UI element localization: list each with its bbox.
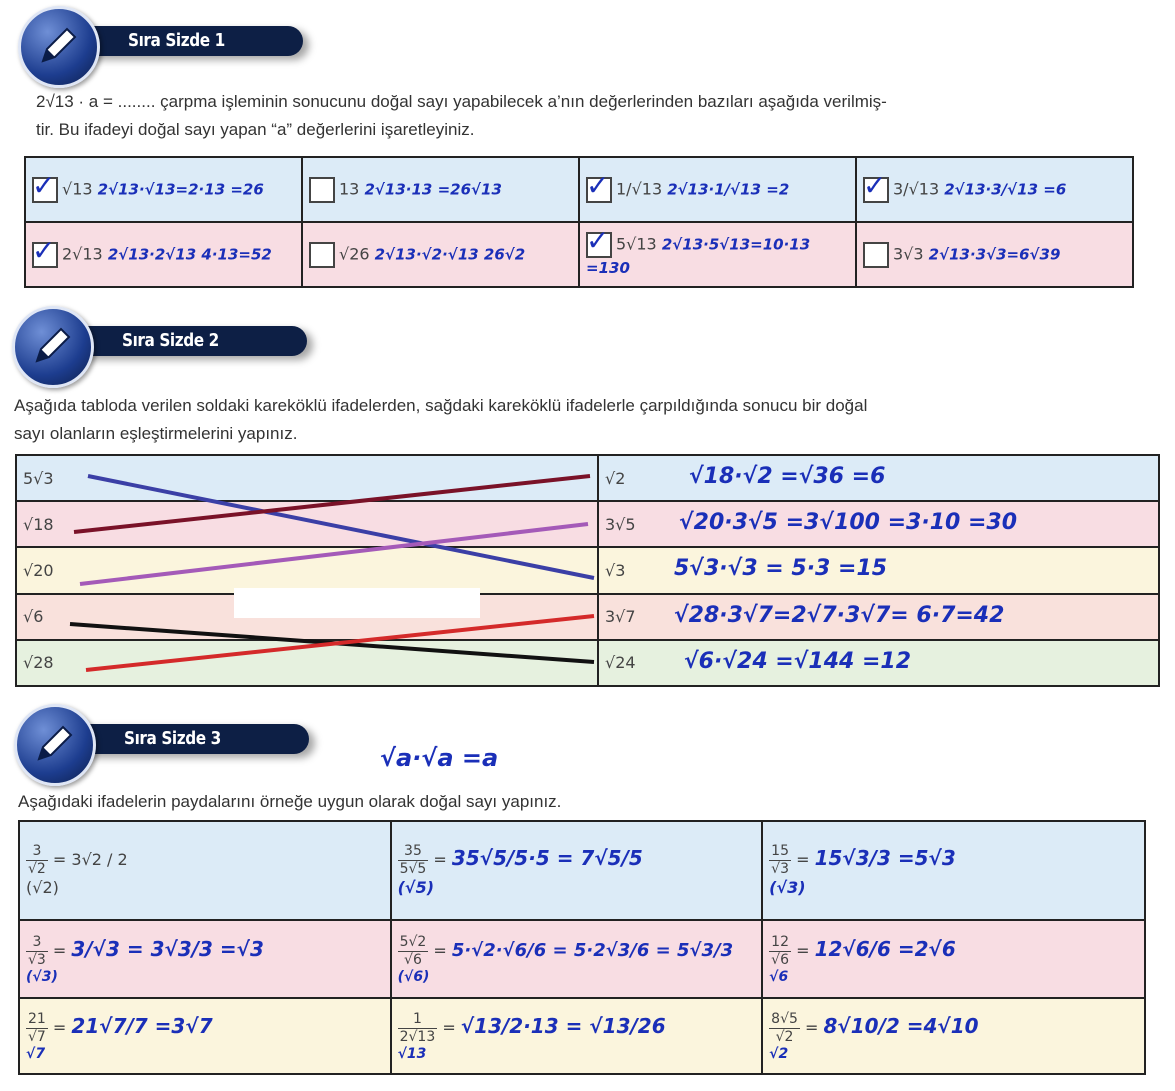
right-label: 3√5 [605,514,636,534]
fraction-cell: $\frac{1}{2√13}$ = √13/2·13 = √13/26 √13 [391,998,763,1074]
multiplier: √2 [769,1045,789,1062]
right-item [598,455,1159,501]
option-cell[interactable] [579,157,856,222]
section-badge-2 [12,320,312,362]
option-label: 2√13 [62,244,103,263]
multiplier: (√5) [397,878,435,898]
numerator: 3 [26,843,48,861]
handwritten-work: 12√6/6 =2√6 [814,936,956,961]
example-result: 3√2 / 2 [71,850,128,870]
option-label: 13 [339,179,360,198]
handwritten-work: 8√10/2 =4√10 [823,1013,979,1038]
option-cell[interactable] [856,222,1133,287]
right-label: √2 [605,468,626,488]
option-label: 3/√13 [893,179,940,198]
fraction-cell: $\frac{8√5}{√2}$ = 8√10/2 =4√10 √2 [762,998,1145,1074]
right-item [598,501,1159,547]
denominator: 2√13 [399,1028,436,1045]
denominator: √6 [404,951,422,968]
right-item [598,547,1159,593]
handwritten-work: √20·3√5 =3√100 =3·10 =30 [679,510,1018,536]
left-label: 5√3 [23,468,54,488]
left-item [16,547,598,593]
fraction-cell: $\frac{15}{√3}$ = 15√3/3 =5√3 (√3) [762,821,1145,920]
handwritten-work: 2√13·2√13 4·13=52 [107,245,272,263]
handwritten-work: 2√13·13 =26√13 [364,180,502,198]
numerator: 1 [398,1011,438,1029]
section2-text-line2: sayı olanların eşleştirmelerini yapınız. [14,424,298,443]
section3-text: Aşağıdaki ifadelerin paydalarını örneğe uygun olarak doğal sayı yapınız. [18,792,562,811]
pencil-icon [14,704,96,786]
option-label: √26 [339,244,370,263]
numerator: 35 [398,843,429,861]
option-label: 5√13 [616,234,657,254]
handwritten-work: 2√13·3/√13 =6 [944,180,1067,198]
option-label: √13 [62,179,93,198]
section2-table [15,454,1160,687]
left-label: √18 [23,514,54,534]
handwritten-work: 35√5/5·5 = 7√5/5 [451,846,643,871]
pencil-icon [12,306,94,388]
fraction-cell: $\frac{5√2}{√6}$ = 5·√2·√6/6 = 5·2√3/6 = 5√3/3 (√6) [391,920,763,999]
option-cell[interactable] [579,222,856,287]
multiplier: √6 [769,968,789,985]
section3-table [18,820,1146,1075]
option-cell[interactable] [302,157,579,222]
checkbox[interactable]: ✓ [32,242,58,268]
handwritten-work: 15√3/3 =5√3 [814,846,956,871]
right-item [598,594,1159,640]
option-cell[interactable] [302,222,579,287]
fraction-cell: $\frac{35}{5√5}$ = 35√5/5·5 = 7√5/5 (√5) [391,821,763,920]
handwritten-work: 2√13·√2·√13 26√2 [374,245,526,263]
pencil-icon [18,6,100,88]
denominator: √3 [771,861,789,878]
checkbox[interactable]: ✓ [586,177,612,203]
handwritten-work: √13/2·13 = √13/26 [460,1013,666,1038]
right-label: 3√7 [605,607,636,627]
option-cell[interactable] [25,157,302,222]
section1-text-line2: tir. Bu ifadeyi doğal sayı yapan “a” değerlerini işaretleyiniz. [36,120,475,139]
handwritten-work: 2√13·√13=2·13 =26 [97,180,264,198]
section1-instructions [36,88,1156,144]
denominator: √7 [28,1028,46,1045]
section1-table [24,156,1134,288]
right-label: √3 [605,560,626,580]
fraction-cell: $\frac{3}{√3}$ = 3/√3 = 3√3/3 =√3 (√3) [19,920,391,999]
badge-title: Sıra Sizde 1 [128,30,225,51]
left-item [16,640,598,686]
section2-text-line1: Aşağıda tabloda verilen soldaki kareköklü ifadelerden, sağdaki kareköklü ifadelerle çarpıldığında sonucu bir doğal [14,396,868,415]
left-item [16,455,598,501]
denominator: √3 [28,951,46,968]
checkbox[interactable]: ✓ [863,177,889,203]
section1-text-line1: 2√13 · a = ........ çarpma işleminin sonucunu doğal sayı yapabilecek a’nın değerlerinden bazıları aşağıda verilmiş- [36,92,887,111]
numerator: 15 [771,843,789,860]
option-cell[interactable] [25,222,302,287]
multiplier: (√6) [397,968,430,985]
left-label: √20 [23,560,54,580]
handwritten-work: 5√3·√3 = 5·3 =15 [674,556,888,582]
section-badge-3 [14,718,314,760]
handwritten-work: 21√7/7 =3√7 [71,1013,213,1038]
left-label: √6 [23,607,44,627]
section2-instructions [14,392,1164,448]
denominator: √2 [775,1028,794,1045]
multiplier: (√3) [769,878,806,898]
multiplier: √7 [26,1045,46,1062]
whiteout-patch [234,588,480,618]
option-label: 3√3 [893,244,924,263]
numerator: 5√2 [399,933,427,950]
handwritten-note: √a·√a =a [380,744,499,772]
handwritten-work: √18·√2 =√36 =6 [689,464,886,489]
multiplier: (√2) [26,878,59,898]
handwritten-work: 2√13·3√3=6√39 [928,245,1061,263]
left-item [16,501,598,547]
fraction-cell: $\frac{12}{√6}$ = 12√6/6 =2√6 √6 [762,920,1145,999]
right-label: √24 [605,653,636,673]
option-cell[interactable] [856,157,1133,222]
numerator: 21 [28,1010,46,1027]
multiplier: √13 [397,1045,427,1062]
fraction-cell: $\frac{21}{√7}$ = 21√7/7 =3√7 √7 [19,998,391,1074]
fraction-cell: $\frac{3}{√2}$ = 3√2 / 2 (√2) [19,821,391,920]
numerator: 8√5 [771,1010,798,1027]
denominator: √6 [771,951,789,968]
denominator: √2 [28,861,46,878]
handwritten-work: 2√13·1/√13 =2 [667,180,790,198]
checkbox[interactable]: ✓ [586,232,612,258]
checkbox[interactable] [309,242,335,268]
handwritten-work: √6·√24 =√144 =12 [684,648,912,674]
checkbox[interactable]: ✓ [32,177,58,203]
handwritten-work: 5·√2·√6/6 = 5·2√3/6 = 5√3/3 [451,939,734,961]
section3-instructions [18,788,1168,816]
handwritten-work: 2√13·5√13=10·13 =130 [586,235,811,277]
option-label: 1/√13 [616,179,663,198]
handwritten-work: √28·3√7=2√7·3√7= 6·7=42 [674,602,1005,628]
badge-title: Sıra Sizde 3 [124,728,221,749]
section-badge-1 [18,20,298,62]
checkbox[interactable] [863,242,889,268]
right-item [598,640,1159,686]
denominator: 5√5 [399,861,427,878]
handwritten-work: 3/√3 = 3√3/3 =√3 [71,936,264,961]
checkbox[interactable] [309,177,335,203]
numerator: 12 [771,933,789,950]
numerator: 3 [26,934,48,952]
left-label: √28 [23,653,54,673]
multiplier: (√3) [26,968,58,985]
badge-title: Sıra Sizde 2 [122,330,219,351]
